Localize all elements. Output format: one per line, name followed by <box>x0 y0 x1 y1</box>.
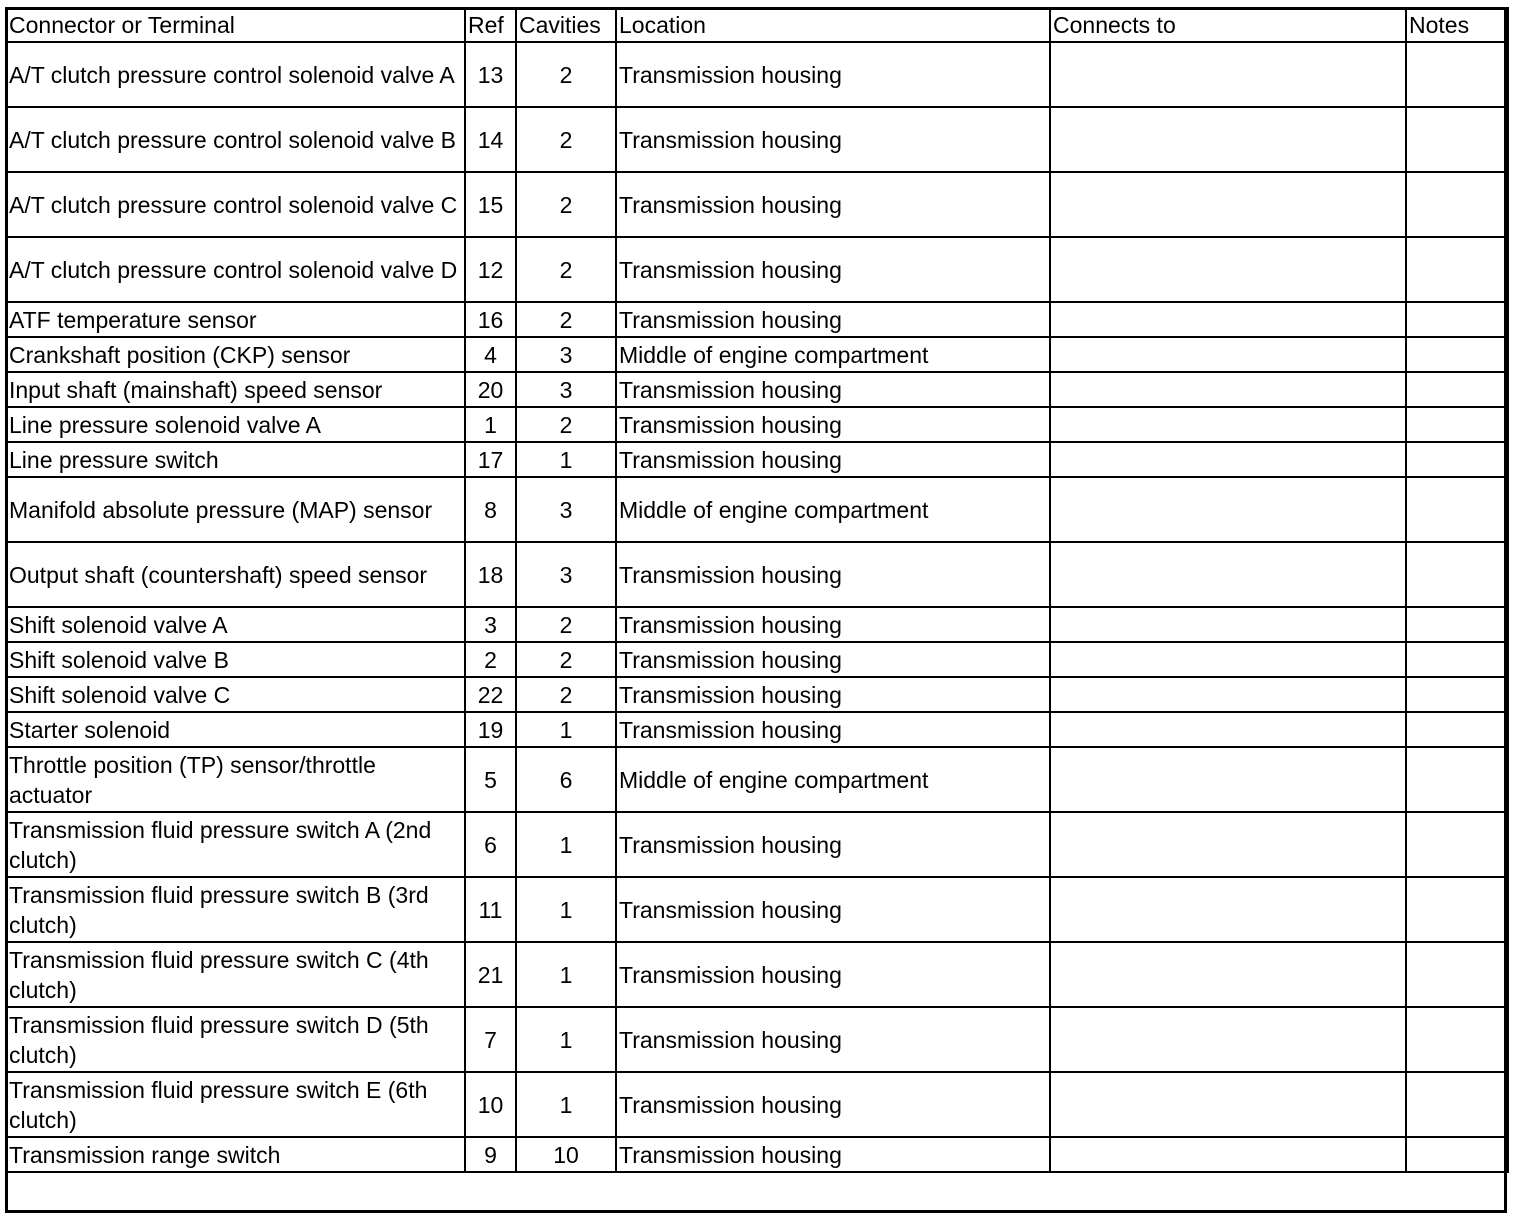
cell-ref: 22 <box>465 677 516 712</box>
cell-cavities: 2 <box>516 302 616 337</box>
cell-cavities: 3 <box>516 542 616 607</box>
table-header-row <box>6 8 1508 42</box>
cell-ref: 9 <box>465 1137 516 1172</box>
cell-connects-to <box>1050 812 1406 877</box>
cell-connector: Line pressure solenoid valve A <box>6 407 465 442</box>
cell-location: Transmission housing <box>616 1137 1050 1172</box>
cell-notes <box>1406 107 1508 172</box>
cell-ref: 12 <box>465 237 516 302</box>
cell-notes <box>1406 407 1508 442</box>
cell-connector: A/T clutch pressure control solenoid valve C <box>6 172 465 237</box>
cell-cavities: 1 <box>516 442 616 477</box>
cell-connector: Shift solenoid valve B <box>6 642 465 677</box>
cell-cavities: 1 <box>516 942 616 1007</box>
cell-connector: Transmission fluid pressure switch E (6th clutch) <box>6 1072 465 1137</box>
cell-location: Transmission housing <box>616 237 1050 302</box>
cell-cavities: 2 <box>516 677 616 712</box>
cell-connects-to <box>1050 542 1406 607</box>
cell-notes <box>1406 1007 1508 1072</box>
cell-connects-to <box>1050 42 1406 107</box>
cell-connector: A/T clutch pressure control solenoid valve A <box>6 42 465 107</box>
table-row <box>6 237 1508 302</box>
table-row <box>6 712 1508 747</box>
cell-location: Transmission housing <box>616 942 1050 1007</box>
cell-cavities: 10 <box>516 1137 616 1172</box>
cell-location: Middle of engine compartment <box>616 337 1050 372</box>
cell-cavities: 1 <box>516 712 616 747</box>
table-row <box>6 1137 1508 1172</box>
cell-cavities: 1 <box>516 1007 616 1072</box>
cell-connects-to <box>1050 677 1406 712</box>
cell-notes <box>1406 42 1508 107</box>
cell-notes <box>1406 812 1508 877</box>
cell-location: Transmission housing <box>616 302 1050 337</box>
cell-connects-to <box>1050 407 1406 442</box>
header-cavities: Cavities <box>516 8 616 42</box>
cell-notes <box>1406 712 1508 747</box>
cell-ref: 1 <box>465 407 516 442</box>
cell-connector: Shift solenoid valve A <box>6 607 465 642</box>
cell-connects-to <box>1050 942 1406 1007</box>
cell-connects-to <box>1050 747 1406 812</box>
cell-notes <box>1406 607 1508 642</box>
cell-connects-to <box>1050 372 1406 407</box>
cell-connects-to <box>1050 107 1406 172</box>
cell-connector: Transmission fluid pressure switch A (2nd clutch) <box>6 812 465 877</box>
cell-notes <box>1406 542 1508 607</box>
table-row <box>6 107 1508 172</box>
cell-connector: Line pressure switch <box>6 442 465 477</box>
cell-cavities: 2 <box>516 172 616 237</box>
cell-location: Transmission housing <box>616 107 1050 172</box>
cell-notes <box>1406 677 1508 712</box>
cell-location: Transmission housing <box>616 1072 1050 1137</box>
cell-connects-to <box>1050 642 1406 677</box>
cell-notes <box>1406 442 1508 477</box>
cell-connects-to <box>1050 302 1406 337</box>
cell-ref: 5 <box>465 747 516 812</box>
cell-ref: 19 <box>465 712 516 747</box>
connector-table-sheet <box>5 7 1507 1173</box>
table-row <box>6 942 1508 1007</box>
header-ref: Ref <box>465 8 516 42</box>
cell-notes <box>1406 237 1508 302</box>
cell-ref: 3 <box>465 607 516 642</box>
cell-ref: 2 <box>465 642 516 677</box>
cell-connects-to <box>1050 607 1406 642</box>
cell-ref: 20 <box>465 372 516 407</box>
cell-connects-to <box>1050 172 1406 237</box>
cell-cavities: 2 <box>516 407 616 442</box>
cell-location: Transmission housing <box>616 642 1050 677</box>
header-notes: Notes <box>1406 8 1508 42</box>
cell-connector: Input shaft (mainshaft) speed sensor <box>6 372 465 407</box>
cell-cavities: 6 <box>516 747 616 812</box>
cell-connector: Transmission fluid pressure switch D (5th clutch) <box>6 1007 465 1072</box>
table-row <box>6 607 1508 642</box>
cell-connects-to <box>1050 1007 1406 1072</box>
table-row <box>6 747 1508 812</box>
table-row <box>6 1072 1508 1137</box>
cell-ref: 8 <box>465 477 516 542</box>
cell-ref: 15 <box>465 172 516 237</box>
cell-cavities: 1 <box>516 1072 616 1137</box>
cell-cavities: 1 <box>516 812 616 877</box>
cell-location: Transmission housing <box>616 442 1050 477</box>
cell-ref: 16 <box>465 302 516 337</box>
table-row <box>6 407 1508 442</box>
cell-notes <box>1406 1137 1508 1172</box>
cell-connector: Starter solenoid <box>6 712 465 747</box>
cell-cavities: 3 <box>516 337 616 372</box>
table-row <box>6 372 1508 407</box>
cell-connector: ATF temperature sensor <box>6 302 465 337</box>
cell-cavities: 3 <box>516 477 616 542</box>
table-row <box>6 812 1508 877</box>
cell-location: Transmission housing <box>616 42 1050 107</box>
cell-location: Transmission housing <box>616 542 1050 607</box>
cell-connector: Crankshaft position (CKP) sensor <box>6 337 465 372</box>
cell-notes <box>1406 302 1508 337</box>
cell-notes <box>1406 642 1508 677</box>
cell-connector: Throttle position (TP) sensor/throttle actuator <box>6 747 465 812</box>
cell-connects-to <box>1050 877 1406 942</box>
connector-table <box>5 7 1509 1173</box>
cell-notes <box>1406 942 1508 1007</box>
cell-connector: Transmission fluid pressure switch C (4th clutch) <box>6 942 465 1007</box>
cell-connects-to <box>1050 442 1406 477</box>
cell-location: Transmission housing <box>616 372 1050 407</box>
table-row <box>6 1007 1508 1072</box>
table-row <box>6 302 1508 337</box>
cell-connector: Manifold absolute pressure (MAP) sensor <box>6 477 465 542</box>
cell-ref: 13 <box>465 42 516 107</box>
cell-ref: 7 <box>465 1007 516 1072</box>
cell-connector: Shift solenoid valve C <box>6 677 465 712</box>
cell-ref: 4 <box>465 337 516 372</box>
cell-cavities: 3 <box>516 372 616 407</box>
table-row <box>6 642 1508 677</box>
cell-notes <box>1406 477 1508 542</box>
cell-notes <box>1406 1072 1508 1137</box>
cell-location: Transmission housing <box>616 407 1050 442</box>
cell-connects-to <box>1050 477 1406 542</box>
cell-location: Middle of engine compartment <box>616 747 1050 812</box>
cell-location: Transmission housing <box>616 812 1050 877</box>
cell-location: Transmission housing <box>616 172 1050 237</box>
cell-ref: 18 <box>465 542 516 607</box>
cell-notes <box>1406 337 1508 372</box>
table-row <box>6 877 1508 942</box>
cell-ref: 10 <box>465 1072 516 1137</box>
cell-cavities: 2 <box>516 42 616 107</box>
cell-ref: 6 <box>465 812 516 877</box>
header-connector: Connector or Terminal <box>6 8 465 42</box>
cell-notes <box>1406 372 1508 407</box>
cell-location: Transmission housing <box>616 1007 1050 1072</box>
cell-location: Transmission housing <box>616 877 1050 942</box>
table-row <box>6 442 1508 477</box>
cell-ref: 14 <box>465 107 516 172</box>
cell-cavities: 2 <box>516 237 616 302</box>
cell-location: Middle of engine compartment <box>616 477 1050 542</box>
cell-ref: 21 <box>465 942 516 1007</box>
table-row <box>6 337 1508 372</box>
cell-connector: A/T clutch pressure control solenoid valve D <box>6 237 465 302</box>
table-row <box>6 677 1508 712</box>
cell-location: Transmission housing <box>616 607 1050 642</box>
cell-connector: Transmission fluid pressure switch B (3rd clutch) <box>6 877 465 942</box>
header-connects-to: Connects to <box>1050 8 1406 42</box>
cell-location: Transmission housing <box>616 677 1050 712</box>
cell-cavities: 1 <box>516 877 616 942</box>
table-body <box>6 42 1508 1172</box>
cell-connector: A/T clutch pressure control solenoid valve B <box>6 107 465 172</box>
cell-cavities: 2 <box>516 642 616 677</box>
cell-connects-to <box>1050 337 1406 372</box>
table-row <box>6 477 1508 542</box>
table-row <box>6 42 1508 107</box>
cell-cavities: 2 <box>516 107 616 172</box>
cell-connector: Transmission range switch <box>6 1137 465 1172</box>
cell-connects-to <box>1050 1072 1406 1137</box>
cell-ref: 17 <box>465 442 516 477</box>
table-row <box>6 172 1508 237</box>
cell-location: Transmission housing <box>616 712 1050 747</box>
cell-ref: 11 <box>465 877 516 942</box>
cell-cavities: 2 <box>516 607 616 642</box>
cell-notes <box>1406 877 1508 942</box>
cell-connects-to <box>1050 237 1406 302</box>
header-location: Location <box>616 8 1050 42</box>
cell-connects-to <box>1050 712 1406 747</box>
cell-connects-to <box>1050 1137 1406 1172</box>
cell-notes <box>1406 747 1508 812</box>
table-row <box>6 542 1508 607</box>
cell-notes <box>1406 172 1508 237</box>
cell-connector: Output shaft (countershaft) speed sensor <box>6 542 465 607</box>
